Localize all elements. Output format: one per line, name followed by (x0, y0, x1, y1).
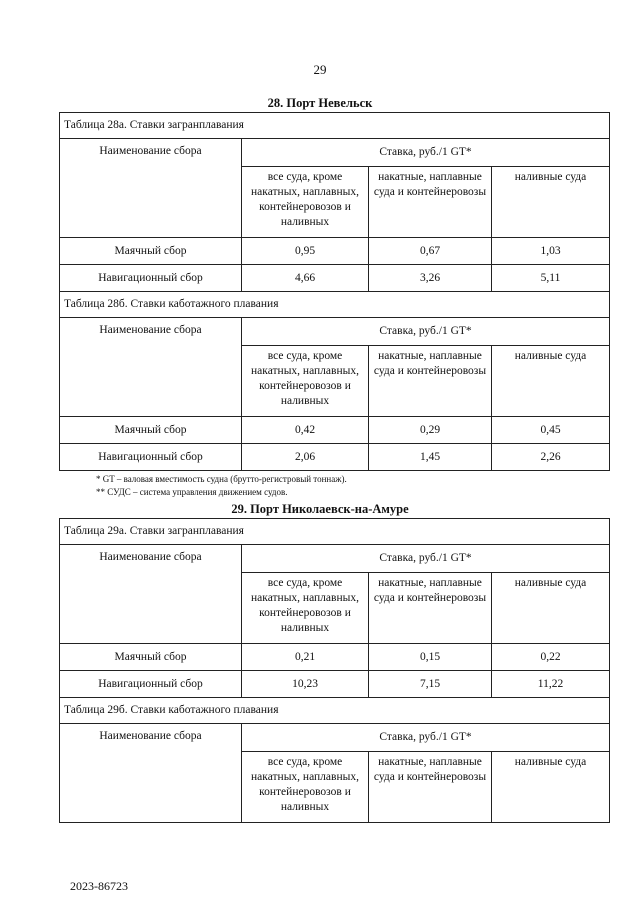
rate-value: 5,11 (492, 265, 610, 292)
table-28a (59, 112, 610, 292)
page-number: 29 (313, 62, 327, 77)
document-number: 2023-86723 (70, 879, 128, 893)
table-caption: Таблица 29а. Ставки загранплавания (60, 519, 610, 545)
rate-value: 11,22 (492, 671, 610, 698)
table-row (60, 238, 610, 265)
col-header-general: все суда, кроме накатных, наплавных, контейнеровозов и наливных (242, 752, 369, 823)
rate-value: 1,45 (369, 444, 492, 471)
col-header-tankers: наливные суда (492, 167, 610, 238)
table-row (60, 265, 610, 292)
col-header-roro: накатные, наплавные суда и контейнеровозы (369, 573, 492, 644)
table-caption: Таблица 29б. Ставки каботажного плавания (60, 698, 610, 724)
rate-header: Ставка, руб./1 GT* (242, 139, 610, 167)
fee-name-header: Наименование сбора (60, 545, 242, 644)
col-header-tankers: наливные суда (492, 752, 610, 823)
footnote: ** СУДС – система управления движением судов. (96, 487, 288, 497)
fee-name: Навигационный сбор (60, 444, 242, 471)
fee-name: Маячный сбор (60, 644, 242, 671)
rate-value: 0,15 (369, 644, 492, 671)
footnote: * GT – валовая вместимость судна (брутто-регистровый тоннаж). (96, 474, 347, 484)
col-header-general: все суда, кроме накатных, наплавных, контейнеровозов и наливных (242, 167, 369, 238)
table-29a (59, 518, 610, 698)
rate-value: 0,95 (242, 238, 369, 265)
rate-value: 1,03 (492, 238, 610, 265)
rate-value: 0,45 (492, 417, 610, 444)
rate-value: 0,67 (369, 238, 492, 265)
fee-name: Навигационный сбор (60, 265, 242, 292)
col-header-general: все суда, кроме накатных, наплавных, контейнеровозов и наливных (242, 346, 369, 417)
rate-value: 0,29 (369, 417, 492, 444)
section-title-28: 28. Порт Невельск (267, 96, 373, 110)
rate-value: 3,26 (369, 265, 492, 292)
col-header-roro: накатные, наплавные суда и контейнеровозы (369, 167, 492, 238)
table-row (60, 417, 610, 444)
col-header-tankers: наливные суда (492, 573, 610, 644)
col-header-roro: накатные, наплавные суда и контейнеровозы (369, 752, 492, 823)
rate-header: Ставка, руб./1 GT* (242, 318, 610, 346)
footnotes (96, 473, 347, 499)
rate-header: Ставка, руб./1 GT* (242, 545, 610, 573)
col-header-general: все суда, кроме накатных, наплавных, контейнеровозов и наливных (242, 573, 369, 644)
col-header-roro: накатные, наплавные суда и контейнеровозы (369, 346, 492, 417)
rate-value: 4,66 (242, 265, 369, 292)
table-row (60, 644, 610, 671)
fee-name: Маячный сбор (60, 417, 242, 444)
rate-value: 10,23 (242, 671, 369, 698)
rate-value: 0,42 (242, 417, 369, 444)
table-caption: Таблица 28а. Ставки загранплавания (60, 113, 610, 139)
rate-value: 7,15 (369, 671, 492, 698)
col-header-tankers: наливные суда (492, 346, 610, 417)
rate-value: 2,06 (242, 444, 369, 471)
fee-name: Навигационный сбор (60, 671, 242, 698)
table-row (60, 444, 610, 471)
rate-value: 0,21 (242, 644, 369, 671)
rate-value: 0,22 (492, 644, 610, 671)
fee-name-header: Наименование сбора (60, 139, 242, 238)
fee-name: Маячный сбор (60, 238, 242, 265)
section-title-29: 29. Порт Николаевск-на-Амуре (231, 502, 409, 516)
rate-header: Ставка, руб./1 GT* (242, 724, 610, 752)
rate-value: 2,26 (492, 444, 610, 471)
table-29b (59, 697, 610, 823)
fee-name-header: Наименование сбора (60, 318, 242, 417)
table-row (60, 671, 610, 698)
table-caption: Таблица 28б. Ставки каботажного плавания (60, 292, 610, 318)
fee-name-header: Наименование сбора (60, 724, 242, 823)
table-28b (59, 291, 610, 471)
